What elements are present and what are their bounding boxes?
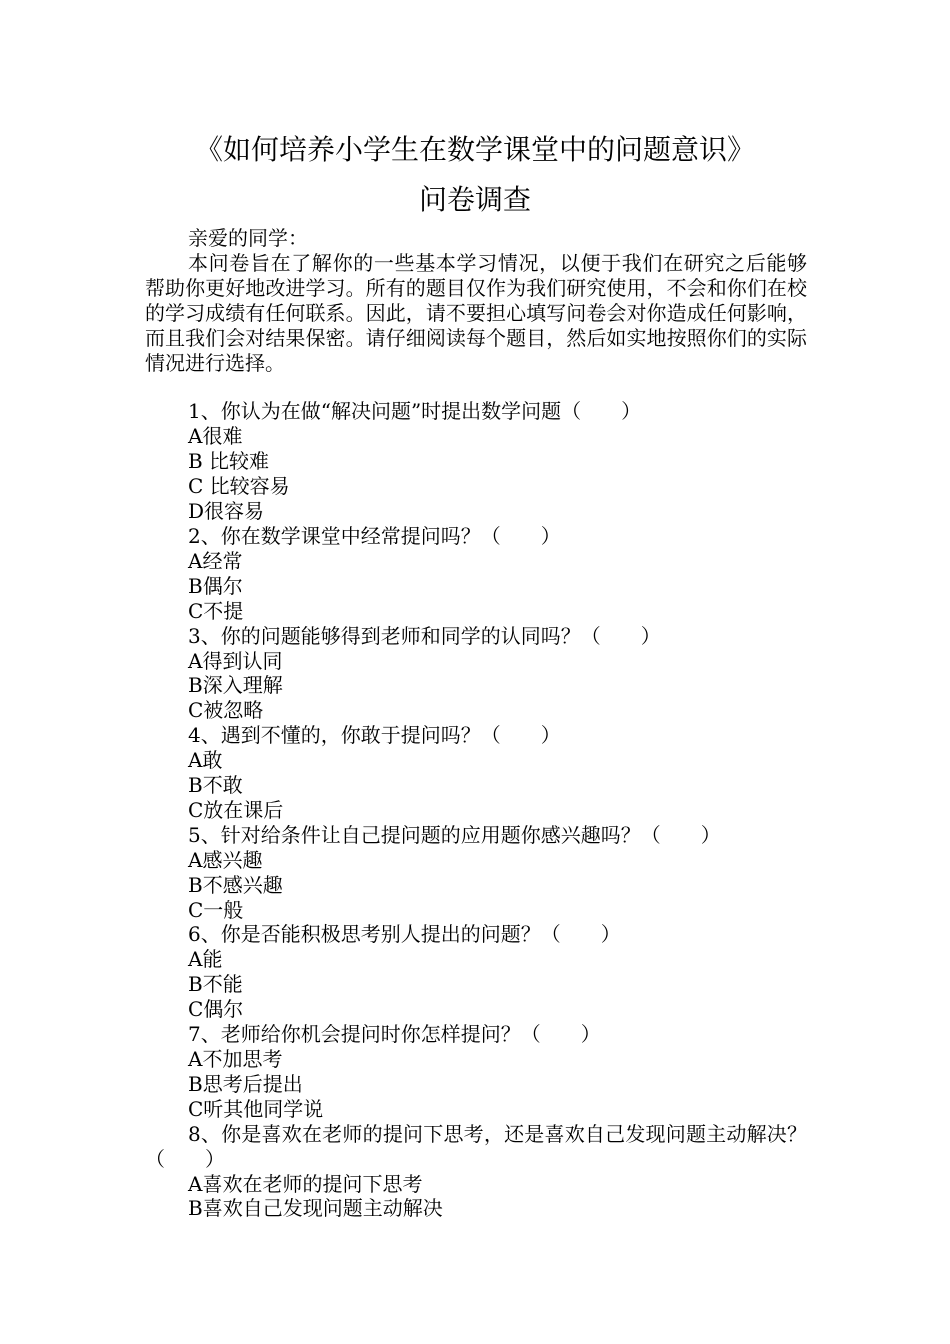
option: A能	[188, 947, 223, 972]
option: A不加思考	[188, 1047, 283, 1071]
question-block	[145, 624, 807, 724]
option: D很容易	[188, 499, 265, 524]
option: C 比较容易	[188, 474, 290, 499]
option: B偶尔	[188, 573, 243, 598]
question-text: 2、你在数学课堂中经常提问吗？（ ）	[188, 523, 561, 548]
question-text: 5、针对给条件让自己提问题的应用题你感兴趣吗？（ ）	[188, 822, 721, 847]
option: B思考后提出	[188, 1071, 303, 1096]
option: A经常	[188, 548, 243, 573]
question-text: 8、你是喜欢在老师的提问下思考，还是喜欢自己发现问题主动解决？（ ）	[145, 1121, 807, 1171]
question-block	[145, 399, 807, 524]
option: A感兴趣	[188, 847, 263, 872]
question-block	[145, 1122, 807, 1222]
option: B喜欢自己发现问题主动解决	[188, 1196, 443, 1221]
spacer	[145, 375, 807, 399]
option: C被忽略	[188, 698, 264, 723]
option: C不提	[188, 598, 244, 623]
question-block	[145, 823, 807, 923]
option: A喜欢在老师的提问下思考	[188, 1171, 423, 1196]
question-text: 3、你的问题能够得到老师和同学的认同吗？（ ）	[188, 623, 661, 648]
option: A敢	[188, 748, 223, 773]
question-block	[145, 1022, 807, 1122]
option: C放在课后	[188, 797, 284, 822]
question-block	[145, 922, 807, 1022]
option: C一般	[188, 897, 244, 922]
question-text: 1、你认为在做“解决问题”时提出数学问题（ ）	[188, 399, 642, 424]
option: C听其他同学说	[188, 1096, 324, 1121]
question-block	[145, 524, 807, 624]
document-title: 《如何培养小学生在数学课堂中的问题意识》	[194, 133, 755, 166]
option: B不能	[188, 972, 243, 997]
question-block	[145, 723, 807, 823]
document-body	[145, 226, 807, 1221]
greeting: 亲爱的同学：	[188, 226, 308, 250]
option: B不感兴趣	[188, 872, 283, 897]
option: B 比较难	[188, 449, 270, 474]
question-text: 4、遇到不懂的，你敢于提问吗？（ ）	[188, 723, 561, 748]
document-subtitle: 问卷调查	[418, 183, 531, 216]
option: B深入理解	[188, 673, 283, 698]
question-text: 7、老师给你机会提问时你怎样提问？（ ）	[188, 1022, 601, 1047]
option: A得到认同	[188, 648, 283, 673]
question-text: 6、你是否能积极思考别人提出的问题？（ ）	[188, 922, 621, 947]
option: B不敢	[188, 773, 243, 798]
option: C偶尔	[188, 997, 244, 1022]
intro-paragraph: 本问卷旨在了解你的一些基本学习情况，以便于我们在研究之后能够帮助你更好地改进学习。所有的题目仅作为我们研究使用，不会和你们在校的学习成绩有任何联系。因此，请不要担心填写问卷会对你造成任何影响，而且我们会对结果保密。请仔细阅读每个题目，然后如实地按照你们的实际情况进行选择。	[145, 250, 807, 375]
option: A很难	[188, 424, 243, 449]
